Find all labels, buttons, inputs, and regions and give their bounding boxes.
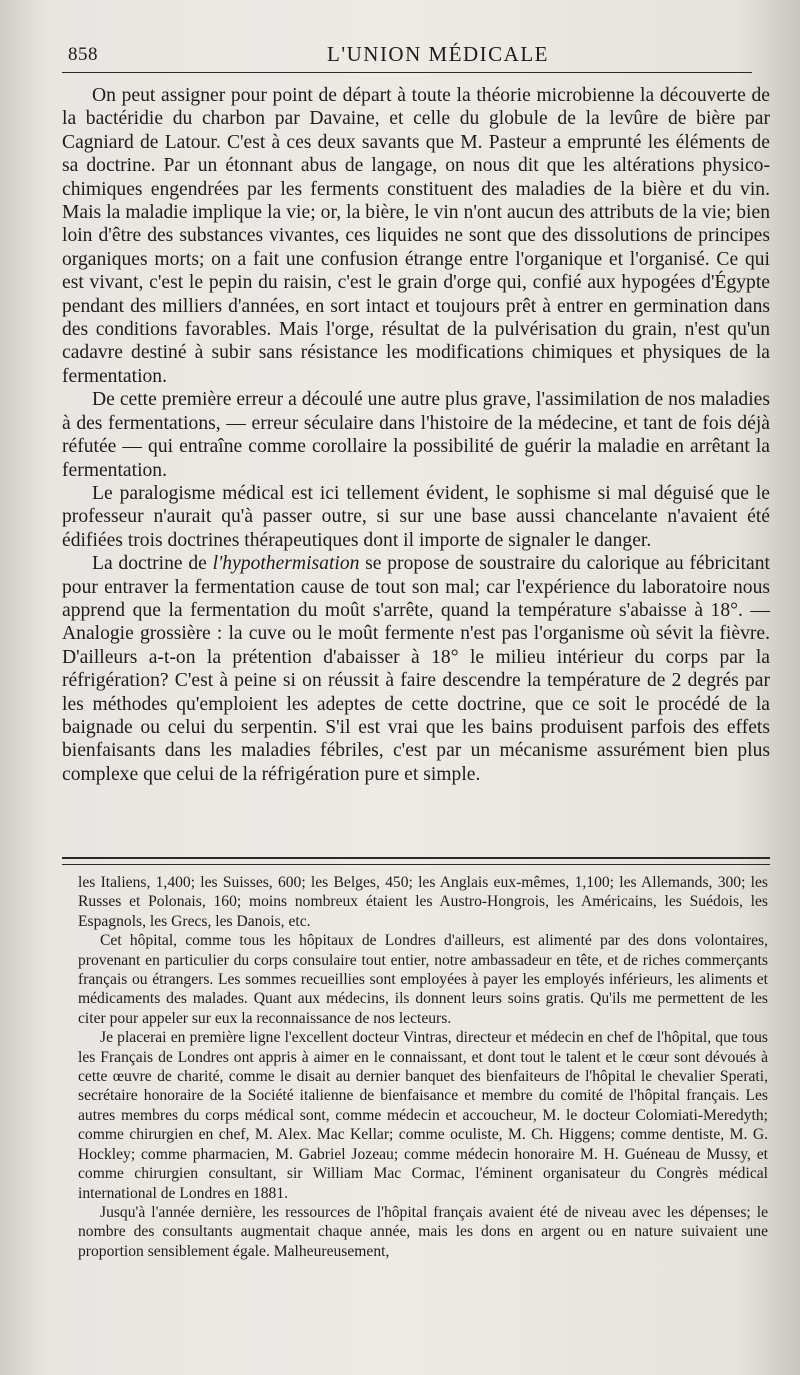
section-divider bbox=[62, 857, 770, 865]
lower-paragraph: les Italiens, 1,400; les Suisses, 600; les Belges, 450; les Anglais eux-mêmes, 1,100; les Allemands, 300; les Russes et Polonais, 160; moins nombreux étaient les Austro-Hongrois, les Américains, les Suédois, les Espagnols, les Grecs, les Danois, etc. bbox=[78, 874, 768, 930]
lower-paragraph: Jusqu'à l'année dernière, les ressources de l'hôpital français avaient été de niveau avec les dépenses; le nombre des consultants augmentait chaque année, mais les dons en argent ou en nature suivaient une proportion sensiblement égale. Malheureusement, bbox=[78, 1203, 768, 1260]
lower-text-body bbox=[78, 873, 768, 1261]
header-rule bbox=[62, 72, 752, 73]
lower-paragraph: Cet hôpital, comme tous les hôpitaux de Londres d'ailleurs, est alimenté par des dons volontaires, provenant en particulier du corps consulaire tout entier, notre ambassadeur en tête, et de riches commerçants français ou étrangers. Les sommes recueillies sont employées à payer les employés inférieurs, les aliments et médicaments des malades. Quant aux médecins, ils donnent leurs soins gratis. Qu'ils me permettent de les citer pour appeler sur eux la reconnaissance de nos lecteurs. bbox=[78, 932, 768, 1027]
main-paragraph-hypothermisation bbox=[62, 552, 770, 786]
page-header bbox=[62, 38, 752, 72]
paragraph-text-before: La doctrine de bbox=[92, 553, 213, 575]
main-paragraph: De cette première erreur a découlé une autre plus grave, l'assimilation de nos maladies à des fermentations, — erreur séculaire dans l'histoire de la médecine, et tant de fois déjà réfutée — qui entraîne comme corollaire la possibilité de guérir la maladie en arrêtant la fermentation. bbox=[62, 389, 770, 481]
main-text-body bbox=[62, 84, 770, 786]
running-title: L'UNION MÉDICALE bbox=[327, 42, 550, 66]
page-number: 858 bbox=[68, 44, 98, 65]
paragraph-text-after: se propose de soustraire du calorique au fébricitant pour entraver la fermentation cause de tout son mal; car l'expérience du laboratoire nous apprend que la fermentation du moût s'arrête, quand la température s'abaisse à 18°. — Analogie grossière : la cuve ou le moût fermente n'est pas l'organisme où sévit la fièvre. D'ailleurs a-t-on la prétention d'abaisser à 18° le milieu intérieur du corps par la réfrigération? C'est à peine si on réussit à faire descendre la température de 2 degrés par les méthodes qu'emploient les adeptes de cette doctrine, que ce soit le procédé de la baignade ou celui du serpentin. S'il est vrai que les bains produisent parfois des effets bienfaisants dans les maladies fébriles, c'est par un mécanisme assurément bien plus complexe que celui de la réfrigération pure et simple. bbox=[62, 553, 770, 785]
lower-paragraph: Je placerai en première ligne l'excellent docteur Vintras, directeur et médecin en chef de l'hôpital, que tous les Français de Londres ont appris à aimer en le connaissant, et dont tout le talent et le cœur sont dévoués à cette œuvre de charité, comme le disait au dernier banquet des bienfaiteurs de l'hôpital le chevalier Sperati, secrétaire honoraire de la Société italienne de bienfaisance et membre du comité de l'hôpital français. Les autres membres du corps médical sont, comme médecin et accoucheur, M. le docteur Colomiati-Meredyth; comme chirurgien en chef, M. Alex. Mac Kellar; comme oculiste, M. Ch. Higgens; comme dentiste, M. G. Hockley; comme pharmacien, M. Gabriel Jozeau; comme médecin honoraire M. H. Guéneau de Mussy, et comme chirurgien consultant, sir William Mac Cormac, l'éminent organisateur du Congrès médical international de Londres en 1881. bbox=[78, 1029, 768, 1202]
main-paragraph: On peut assigner pour point de départ à toute la théorie microbienne la découverte de la bactéridie du charbon par Davaine, et celle du globule de la levûre de bière par Cagniard de Latour. C'est à ces deux savants que M. Pasteur a emprunté les éléments de sa doctrine. Par un étonnant abus de langage, on nous dit que les altérations physico-chimiques engendrées par les ferments constituent des maladies de la bière et du vin. Mais la maladie implique la vie; or, la bière, le vin n'ont aucun des attributs de la vie; bien loin d'être des substances vivantes, ces liquides ne sont que des dissolutions de principes organiques morts; on a fait une confusion étrange entre l'organique et l'organisé. Ce qui est vivant, c'est le pepin du raisin, c'est le grain d'orge qui, confié aux hypogées d'Égypte pendant des milliers d'années, en sort intact et toujours prêt à entrer en germination dans des conditions favorables. Mais l'orge, résultat de la pulvérisation du grain, n'est qu'un cadavre destiné à subir sans résistance les modifications chimiques et physiques de la fermentation. bbox=[62, 85, 770, 387]
main-paragraph: Le paralogisme médical est ici tellement évident, le sophisme si mal déguisé que le professeur n'aurait qu'à passer outre, si sur une base aussi chancelante n'avaient été édifiées trois doctrines thérapeutiques dont il importe de signaler le danger. bbox=[62, 482, 770, 551]
italic-term: l'hypothermisation bbox=[212, 553, 360, 575]
